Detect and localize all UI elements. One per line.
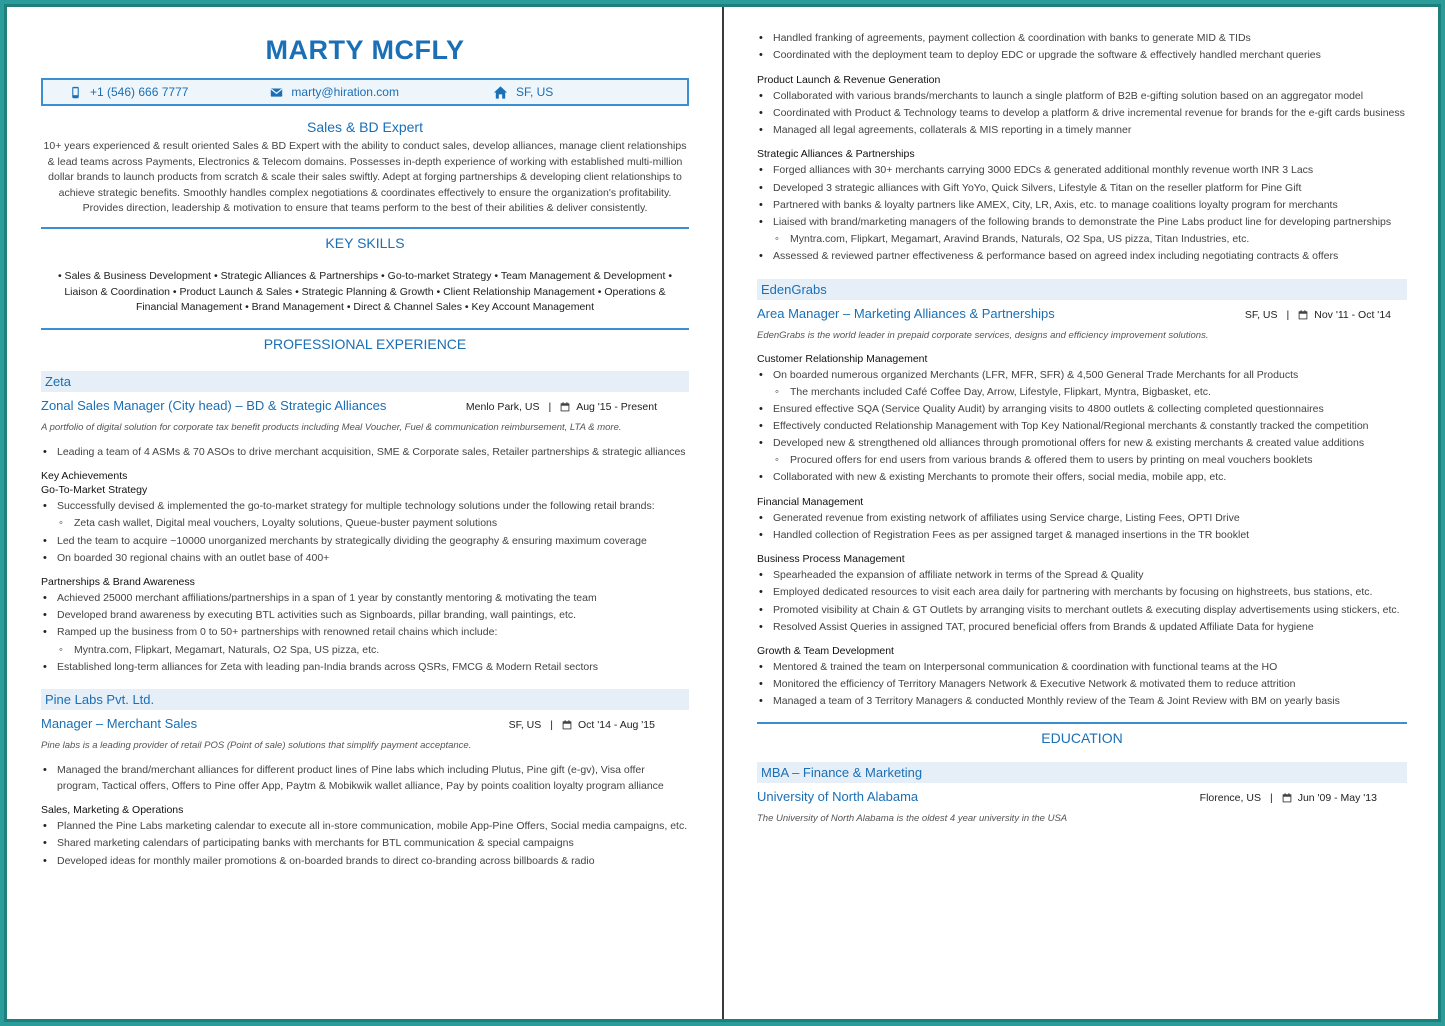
subheading: Product Launch & Revenue Generation <box>757 73 941 86</box>
bullet-list <box>757 89 1407 139</box>
resume-sheet <box>7 7 1438 1019</box>
role-title: Manager – Merchant Sales <box>41 716 198 732</box>
list-item: • Shared marketing calendars of participating banks with merchants for BTL communication & special campaigns <box>41 836 689 852</box>
list-item: ◦ Procured offers for end users from various brands & offered them to users by printing on meal vouchers booklets <box>757 453 1407 469</box>
bullet-list <box>41 763 689 794</box>
company-description: Pine labs is a leading provider of retail POS (Point of sale) solutions that simplify payment acceptance. <box>41 740 472 752</box>
subheading: Key Achievements <box>41 470 128 483</box>
role-meta <box>1245 309 1391 321</box>
summary-headline: Sales & BD Expert <box>307 119 423 135</box>
subheading: Go-To-Market Strategy <box>41 484 148 497</box>
list-item: • Developed new & strengthened old alliances through promotional offers for new & existing merchants & created value additions <box>757 436 1407 452</box>
section-rule <box>41 227 689 229</box>
degree: MBA – Finance & Marketing <box>757 762 1407 783</box>
experience-title: PROFESSIONAL EXPERIENCE <box>263 335 467 352</box>
list-item: • Generated revenue from existing network of affiliates using Service charge, Listing Fees, OPTI Drive <box>757 511 1407 527</box>
list-item: • Successfully devised & implemented the go-to-market strategy for multiple technology solutions under the following retail brands: <box>41 499 689 515</box>
list-item: • Assessed & reviewed partner effectiveness & performance based on agreed index including negotiating contracts & offers <box>757 249 1407 265</box>
subheading: Strategic Alliances & Partnerships <box>757 148 915 161</box>
bullet-list <box>41 499 689 566</box>
list-item: ◦ Myntra.com, Flipkart, Megamart, Naturals, O2 Spa, US pizza, etc. <box>41 643 689 659</box>
home-icon <box>493 85 508 100</box>
list-item: • Coordinated with the deployment team to deploy EDC or upgrade the software & effectively handled merchant queries <box>757 48 1407 64</box>
role-row-zeta <box>41 398 689 413</box>
list-item: • Developed brand awareness by executing BTL activities such as Signboards, pillar branding, wall paintings, etc. <box>41 608 689 624</box>
list-item: • Managed a team of 3 Territory Managers & conducted Monthly review of the Team & Joint Review with BM on yearly basis <box>757 694 1407 710</box>
list-item: • Partnered with banks & loyalty partners like AMEX, City, LR, Axis, etc. to manage coalitions loyalty program for merchants <box>757 198 1407 214</box>
bullet-list <box>41 445 689 461</box>
subheading: Business Process Management <box>757 553 905 566</box>
bullet-list <box>757 568 1407 635</box>
school-dates: Jun '09 - May '13 <box>1297 792 1377 805</box>
role-dates: Aug '15 - Present <box>576 400 657 413</box>
bullet-list <box>757 660 1407 710</box>
role-title: Zonal Sales Manager (City head) – BD & Strategic Alliances <box>41 397 387 413</box>
list-item: • Ensured effective SQA (Service Quality Audit) by arranging visits to 4800 outlets & collecting completed questionnaires <box>757 402 1407 418</box>
school-meta <box>1200 792 1377 804</box>
bullet-list <box>757 511 1407 544</box>
subheading: Sales, Marketing & Operations <box>41 804 184 817</box>
company-edengrabs: EdenGrabs <box>757 279 1407 300</box>
list-item: • Liaised with brand/marketing managers of the following brands to demonstrate the Pine Labs product line for developing partnerships <box>757 215 1407 231</box>
skills-list: • Sales & Business Development • Strategic Alliances & Partnerships • Go-to-market Strategy • Team Management & Development • Liaison & Coordination • Product Launch & Sales • Strategic Planning & Growth • Client Relationship Management • Operations & Financial Management • Brand Management • Direct & Channel Sales • Key Account Management <box>57 269 673 314</box>
list-item: • Monitored the efficiency of Territory Managers Network & Executive Network & motivated them to reduce attrition <box>757 677 1407 693</box>
contact-phone <box>69 85 188 99</box>
list-item: • On boarded numerous organized Merchants (LFR, MFR, SFR) & 4,500 General Trade Merchants for all Products <box>757 368 1407 384</box>
list-item: • Coordinated with Product & Technology teams to develop a platform & drive incremental revenue for brands for the e-gift cards business <box>757 106 1407 122</box>
school-name: University of North Alabama <box>757 789 919 805</box>
envelope-icon <box>270 86 283 99</box>
school-row <box>757 789 1407 804</box>
list-item: • Employed dedicated resources to visit each area daily for partnering with merchants by focusing on highstreets, bus stations, etc. <box>757 585 1407 601</box>
calendar-icon <box>1282 793 1292 803</box>
list-item: • Established long-term alliances for Zeta with leading pan-India brands across QSRs, FMCG & Modern Retail sectors <box>41 660 689 676</box>
company-pine-labs: Pine Labs Pvt. Ltd. <box>41 689 689 710</box>
list-item: ◦ Myntra.com, Flipkart, Megamart, Aravind Brands, Naturals, O2 Spa, US pizza, Titan Industries, etc. <box>757 232 1407 248</box>
list-item: • Effectively conducted Relationship Management with Top Key National/Regional merchants & constantly tracked the competition <box>757 419 1407 435</box>
list-item: • Managed the brand/merchant alliances for different product lines of Pine labs which including Plutus, Pine gift (e-gv), Visa offer program, Tactical offers, Offers to Pine offer App, Paytm & Mobikwik wallet alliance, Pay by points coalition loyalty program alliance <box>41 763 689 794</box>
role-location: Menlo Park, US <box>465 400 540 413</box>
calendar-icon <box>560 402 570 412</box>
calendar-icon <box>562 720 572 730</box>
list-item: • On boarded 30 regional chains with an outlet base of 400+ <box>41 551 689 567</box>
section-rule <box>41 328 689 330</box>
subheading: Financial Management <box>757 495 864 508</box>
list-item: • Spearheaded the expansion of affiliate network in terms of the Spread & Quality <box>757 568 1407 584</box>
list-item: • Handled franking of agreements, payment collection & coordination with banks to generate MID & TIDs <box>757 31 1407 47</box>
summary-text: 10+ years experienced & result oriented Sales & BD Expert with the ability to conduct sales, develop alliances, manage client relationships & lead teams across Payments, Electronics & Telecom domains. Possesses in-depth experience of working with established multi-million dollar brands to launch products from scratch & scale their sales swiftly. Adept at forging partnerships & developing client relationships to achieve strategic benefits. Smoothly handles complex negotiations & coordinates effectively to ensure the organization's profitability. Provides direction, leadership & motivation to ensure that teams perform to the best of their abilities & deliver consistently. <box>43 140 687 215</box>
list-item: • Promoted visibility at Chain & GT Outlets by arranging visits to merchant outlets & executing display advertisements using stickers, etc. <box>757 603 1407 619</box>
list-item: • Developed ideas for monthly mailer promotions & on-boarded brands to direct co-branding across billboards & radio <box>41 854 689 870</box>
list-item: • Developed 3 strategic alliances with Gift YoYo, Quick Silvers, Lifestyle & Titan on the reseller platform for Pine Gift <box>757 181 1407 197</box>
phone-text: +1 (546) 666 7777 <box>90 85 189 99</box>
bullet-list <box>757 163 1407 264</box>
company-description: A portfolio of digital solution for corporate tax benefit products including Meal Voucher, Fuel & communication reimbursement, LTA & more. <box>41 421 622 433</box>
contact-location <box>493 85 553 100</box>
list-item: • Achieved 25000 merchant affiliations/partnerships in a span of 1 year by constantly mentoring & motivating the team <box>41 591 689 607</box>
list-item: ◦ The merchants included Café Coffee Day, Arrow, Lifestyle, Flipkart, Myntra, Bigbasket, etc. <box>757 385 1407 401</box>
subheading: Growth & Team Development <box>757 645 894 658</box>
bullet-list <box>41 819 689 869</box>
skills-title: KEY SKILLS <box>325 234 405 251</box>
list-item: • Collaborated with new & existing Merchants to promote their offers, social media, mobile app, etc. <box>757 470 1407 486</box>
role-location: SF, US <box>508 719 542 732</box>
list-item: • Mentored & trained the team on Interpersonal communication & coordination with functional teams at the HO <box>757 660 1407 676</box>
email-text: marty@hiration.com <box>291 85 399 99</box>
role-meta <box>466 401 657 413</box>
contact-email <box>270 85 399 99</box>
role-dates: Nov '11 - Oct '14 <box>1314 308 1391 321</box>
company-description: EdenGrabs is the world leader in prepaid corporate services, designs and efficiency improvement solutions. <box>757 329 1209 341</box>
list-item: ◦ Zeta cash wallet, Digital meal vouchers, Loyalty solutions, Queue-buster payment solutions <box>41 516 689 532</box>
list-item: • Led the team to acquire ~10000 unorganized merchants by strategically dividing the geography & ensuring maximum coverage <box>41 534 689 550</box>
meta-separator: | <box>1286 308 1290 321</box>
role-location: SF, US <box>1244 308 1278 321</box>
calendar-icon <box>1298 310 1308 320</box>
company-zeta: Zeta <box>41 371 689 392</box>
role-row-eden <box>757 306 1407 321</box>
subheading: Customer Relationship Management <box>757 352 928 365</box>
school-description: The University of North Alabama is the oldest 4 year university in the USA <box>757 813 1068 825</box>
section-rule <box>757 722 1407 724</box>
list-item: • Planned the Pine Labs marketing calendar to execute all in-store communication, mobile App-Pine Offers, Social media campaigns, etc. <box>41 819 689 835</box>
meta-separator: | <box>550 719 554 732</box>
list-item: • Handled collection of Registration Fees as per assigned target & managed insertions in the TR booklet <box>757 528 1407 544</box>
list-item: • Resolved Assist Queries in assigned TAT, procured beneficial offers from Brands & updated Affiliate Data for hygiene <box>757 620 1407 636</box>
list-item: • Leading a team of 4 ASMs & 70 ASOs to drive merchant acquisition, SME & Corporate sales, Retailer partnerships & strategic alliances <box>41 445 689 461</box>
list-item: • Ramped up the business from 0 to 50+ partnerships with renowned retail chains which include: <box>41 625 689 641</box>
left-page <box>41 7 689 1019</box>
role-meta <box>509 719 655 731</box>
phone-icon <box>69 86 82 99</box>
document-frame <box>4 4 1441 1022</box>
contact-bar <box>41 78 689 106</box>
candidate-name: MARTY MCFLY <box>265 35 465 65</box>
location-text: SF, US <box>515 85 554 99</box>
role-dates: Oct '14 - Aug '15 <box>578 719 655 732</box>
list-item: • Collaborated with various brands/merchants to launch a single platform of B2B e-gifting solution based on an aggregator model <box>757 89 1407 105</box>
school-location: Florence, US <box>1199 792 1261 805</box>
meta-separator: | <box>1269 792 1273 805</box>
role-title: Area Manager – Marketing Alliances & Partnerships <box>757 305 1055 321</box>
list-item: • Managed all legal agreements, collaterals & MIS reporting in a timely manner <box>757 123 1407 139</box>
education-title: EDUCATION <box>1041 730 1123 747</box>
list-item: • Forged alliances with 30+ merchants carrying 3000 EDCs & generated additional monthly revenue worth INR 3 Lacs <box>757 163 1407 179</box>
subheading: Partnerships & Brand Awareness <box>41 576 195 589</box>
role-row-pine <box>41 716 689 731</box>
right-page <box>757 7 1407 1019</box>
bullet-list <box>41 591 689 675</box>
bullet-list <box>757 31 1407 64</box>
page-divider <box>722 7 724 1019</box>
meta-separator: | <box>548 400 552 413</box>
bullet-list <box>757 368 1407 486</box>
